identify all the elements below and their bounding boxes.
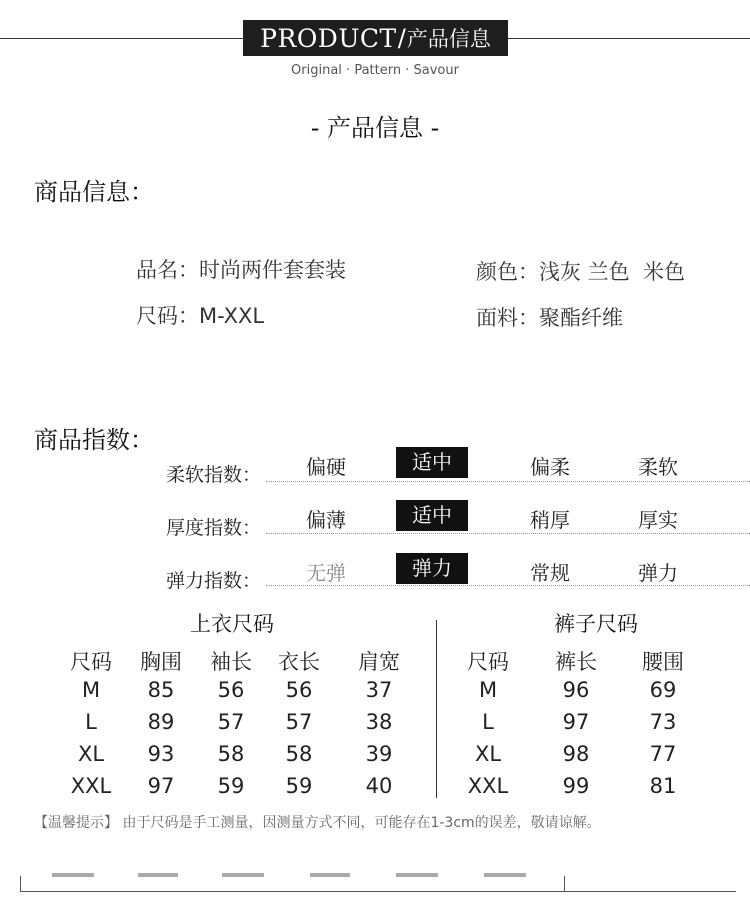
elasticity-option-4: 弹力 [638, 561, 678, 585]
top-cell: 85 [147, 678, 175, 702]
cropped-text-fragment [310, 873, 350, 877]
top-header-chest: 胸围 [140, 650, 182, 674]
top-cell: 57 [285, 710, 313, 734]
product-fabric-row [476, 302, 623, 332]
cropped-text-fragment [222, 873, 264, 877]
softness-index-label: 柔软指数： [166, 464, 262, 486]
top-cell: 56 [285, 678, 313, 702]
product-color-row [476, 256, 685, 286]
table-divider [436, 620, 437, 798]
elasticity-option-3: 常规 [530, 561, 570, 585]
thickness-dotted-line [266, 533, 750, 534]
thickness-option-2-selected: 适中 [396, 500, 468, 531]
top-cell: 56 [217, 678, 245, 702]
top-cell: 37 [365, 678, 393, 702]
bottom-frame-tick-left [20, 876, 21, 892]
top-cell: 58 [217, 742, 245, 766]
indices-heading: 商品指数： [34, 426, 154, 454]
top-cell: L [85, 710, 97, 734]
top-header-length: 衣长 [278, 650, 320, 674]
elasticity-dotted-line [266, 585, 750, 586]
pants-cell: M [478, 678, 498, 702]
thickness-index-label: 厚度指数： [166, 517, 262, 539]
brand-separator: / [397, 24, 406, 52]
product-name-row [136, 254, 346, 284]
product-info-heading: 商品信息： [34, 178, 154, 206]
top-cell: 59 [217, 774, 245, 798]
top-header-sleeve: 袖长 [210, 650, 252, 674]
elasticity-option-1: 无弹 [306, 561, 346, 585]
pants-cell: 96 [562, 678, 590, 702]
top-cell: 59 [285, 774, 313, 798]
pants-cell: 99 [562, 774, 590, 798]
bottom-frame-tick-right [564, 876, 565, 892]
brand-cn: 产品信息 [406, 27, 491, 51]
header-rule-left [0, 38, 243, 39]
measurement-note: 【温馨提示】 由于尺码是手工测量，因测量方式不同，可能存在1-3cm的误差，敬请谅解。 [34, 815, 601, 831]
cropped-text-fragment [396, 873, 438, 877]
product-fabric-label: 面料： [476, 306, 539, 330]
brand-en: PRODUCT [260, 23, 397, 53]
pants-header-size: 尺码 [467, 650, 509, 674]
softness-option-4: 柔软 [638, 455, 678, 479]
brand-banner [243, 20, 508, 56]
pants-cell: XL [474, 742, 502, 766]
bottom-frame-line [20, 891, 736, 892]
top-cell: 39 [365, 742, 393, 766]
top-cell: 57 [217, 710, 245, 734]
top-cell: M [81, 678, 101, 702]
pants-cell: 77 [649, 742, 677, 766]
pants-cell: 69 [649, 678, 677, 702]
product-size-row [136, 300, 264, 330]
pants-header-length: 裤长 [555, 650, 597, 674]
softness-option-2-selected: 适中 [396, 447, 468, 478]
header-rule-right [508, 38, 750, 39]
pants-cell: 98 [562, 742, 590, 766]
thickness-option-4: 厚实 [638, 508, 678, 532]
softness-dotted-line [266, 481, 750, 482]
top-cell: 58 [285, 742, 313, 766]
cropped-text-fragment [52, 873, 94, 877]
top-size-table-title: 上衣尺码 [190, 612, 274, 636]
pants-header-waist: 腰围 [642, 650, 684, 674]
product-name-value: 时尚两件套套装 [199, 258, 346, 282]
top-cell: 40 [365, 774, 393, 798]
cropped-text-fragment [484, 873, 526, 877]
tagline: Original · Pattern · Savour [291, 63, 459, 78]
section-title: - 产品信息 - [310, 114, 440, 142]
elasticity-index-label: 弹力指数： [166, 570, 262, 592]
top-cell: 97 [147, 774, 175, 798]
top-header-size: 尺码 [70, 650, 112, 674]
pants-cell: L [482, 710, 494, 734]
top-cell: 38 [365, 710, 393, 734]
product-size-label: 尺码： [136, 304, 199, 328]
softness-option-1: 偏硬 [306, 455, 346, 479]
top-cell: 89 [147, 710, 175, 734]
product-color-label: 颜色： [476, 260, 539, 284]
pants-size-table-title: 裤子尺码 [554, 612, 638, 636]
thickness-option-1: 偏薄 [306, 508, 346, 532]
top-cell: XL [77, 742, 105, 766]
top-cell: XXL [70, 774, 112, 798]
elasticity-option-2-selected: 弹力 [396, 553, 468, 584]
top-cell: 93 [147, 742, 175, 766]
top-header-shoulder: 肩宽 [358, 650, 400, 674]
pants-cell: 81 [649, 774, 677, 798]
pants-cell: 97 [562, 710, 590, 734]
product-fabric-value: 聚酯纤维 [539, 306, 623, 330]
softness-option-3: 偏柔 [530, 455, 570, 479]
cropped-text-fragment [138, 873, 178, 877]
product-name-label: 品名： [136, 258, 199, 282]
pants-cell: 73 [649, 710, 677, 734]
product-color-value: 浅灰 兰色 米色 [539, 260, 686, 284]
product-size-value: M-XXL [199, 304, 265, 328]
thickness-option-3: 稍厚 [530, 508, 570, 532]
pants-cell: XXL [467, 774, 509, 798]
